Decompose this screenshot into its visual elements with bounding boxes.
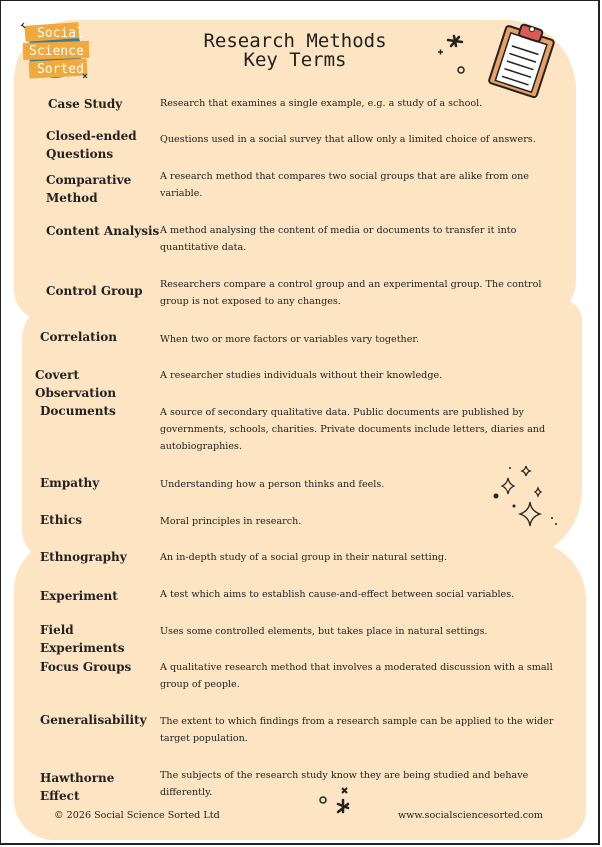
definition-closed-ended-questions: Questions used in a social survey that allow only a limited choice of answers. [160,134,536,145]
term-comparative-method: Comparative Method [46,173,132,205]
term-case-study: Case Study [48,97,123,111]
title-line-1: Research Methods [203,30,387,52]
definition-ethnography: An in-depth study of a social group in their natural setting. [160,552,448,563]
definition-comparative-method: A research method that compares two social groups that are alike from one variable. [160,171,529,199]
footer-website: www.socialsciencesorted.com [398,810,544,821]
definition-content-analysis: A method analysing the content of media or documents to transfer it into quantitative data. [160,225,517,253]
term-empathy: Empathy [40,476,100,490]
term-content-analysis: Content Analysis [46,224,160,238]
definition-documents: A source of secondary qualitative data. Public documents are published by governments, schools, charities. Private documents include letters, diaries and autobiographies. [160,407,546,452]
term-ethics: Ethics [40,513,83,527]
sparkle-icon [432,32,472,76]
definition-empathy: Understanding how a person thinks and feels. [160,479,385,490]
term-ethnography: Ethnography [40,550,127,564]
definition-generalisability: The extent to which findings from a research sample can be applied to the wider target population. [160,716,554,744]
page-title [190,32,400,70]
term-covert-observation: Covert Observation [35,368,117,400]
title-line-2: Key Terms [243,49,347,71]
logo-line-2: Science [29,44,84,59]
term-focus-groups: Focus Groups [40,660,132,674]
term-closed-ended-questions: Closed-ended Questions [46,129,137,161]
definition-covert-observation: A researcher studies individuals without their knowledge. [160,370,443,381]
term-hawthorne-effect: Hawthorne Effect [40,771,115,803]
term-control-group: Control Group [46,284,143,298]
definition-case-study: Research that examines a single example, e.g. a study of a school. [160,98,483,109]
logo-line-3: Sorted [37,62,84,77]
definition-ethics: Moral principles in research. [160,516,302,527]
definition-control-group: Researchers compare a control group and an experimental group. The control group is not exposed to any changes. [160,279,542,307]
definition-focus-groups: A qualitative research method that involves a moderated discussion with a small group of people. [160,662,553,690]
definition-correlation: When two or more factors or variables vary together. [160,334,419,345]
definition-hawthorne-effect: The subjects of the research study know they are being studied and behave differently. [160,770,529,798]
logo-line-1: Social [37,26,84,41]
term-correlation: Correlation [40,330,117,344]
term-documents: Documents [40,404,116,418]
term-experiment: Experiment [40,589,118,603]
clipboard-icon [483,20,563,98]
term-field-experiments: Field Experiments [40,623,125,655]
definition-field-experiments: Uses some controlled elements, but takes place in natural settings. [160,626,488,637]
term-generalisability: Generalisability [40,713,147,727]
definition-experiment: A test which aims to establish cause-and-effect between social variables. [160,589,515,600]
footer-copyright: © 2026 Social Science Sorted Ltd [54,810,220,821]
social-science-sorted-logo [17,20,95,82]
